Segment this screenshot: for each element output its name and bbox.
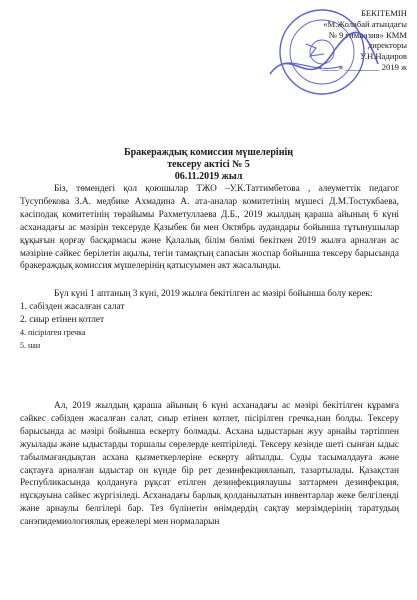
paragraph-1 xyxy=(20,183,399,273)
title-line-3: 06.11.2019 жыл xyxy=(174,171,243,182)
paragraph-3-text: Ал, 2019 жылдың қараша айының 6 күні асханадағы ас мәзірі бекітілген кұрамға сәйкес сәбізден жасалған салат, сиыр етінен котлет, пісірілген гречка,нан болды. Тексеру барысында ас мәзірі бойынша ескерту болмады. Асхана ыдыстарын жуу арнайы тәртіппен жуылады және ыдыстарды торшалы сөрелерде кептіріледі. Тексеру кезінде шеті сынған ыдыс табылмағандықтан асхана қызметкерлеріне ескерту айтылды. Суды тасымалдауға және сақтауға арналған ыдыстар он күнде бір рет дезинфекцияланып, тазартылады. Қазақстан Республикасында қолдануға рұқсат етілген дезинфекциялаушы заттармен дезинфекция, нұсқауына сәйкес жүргізіледі. Асханадағы барлық қолданылатын инвентарлар жеке белгіленді және арнаулы белгілері бар. Тез бүлінетін өнімдердің сақтау мерзімдерінің таратудың санэпидемиологиялық ережелері мен нормаларын xyxy=(20,401,399,528)
menu-item: 2. сиыр етінен котлет xyxy=(20,314,105,325)
menu-list xyxy=(20,301,399,353)
paragraph-2 xyxy=(20,288,399,353)
menu-item: 1. сәбізден жасалған салат xyxy=(20,301,125,312)
menu-intro: Бүл күні 1 аптаның 3 күні, 2019 жылға бекітілген ас мәзірі бойынша болу керек: xyxy=(54,289,373,299)
menu-item: 4. пісірілген гречка xyxy=(20,327,86,337)
menu-item: 5. нан xyxy=(20,340,41,350)
title-line-1: Бракераждық комиссия мүшелерінің xyxy=(123,147,293,158)
paragraph-1-text: Біз, төмендегі қол қоюшылар ТЖО –У.К.Таттимбетова , әлеуметтік педагог Тусупбекова З.А. медбике Ахмадина А. ата-аналар комитетінің мүшесі Д.М.Тостукбаева, кәсіподақ комитетінің төрайымы Рахметуллаева Д.Б., 2019 жылдың қараша айының 6 күні асханадағы ас мәзірін тексеруде Қазыбек би мен Октябрь аудандары бойынша тұтынушылар құқығын қорғау басқармасы және Қалалық білім бөлімі бекіткен 2019 жылға арналған ас мәзіріне сәйкес берілетін ақылы, тегін тамақтың сапасын жоспар бойынша тексеру барысында бракераждық комиссия мүшелерінің қатысуымен акт жасалынды. xyxy=(20,184,399,272)
approval-school-line2: № 9 гимназия» КММ xyxy=(328,29,407,40)
title-line-2: тексеру актісі № 5 xyxy=(167,159,250,170)
document-title xyxy=(0,147,417,183)
approval-position: директоры xyxy=(367,40,407,51)
approval-school-line1: «М.Жолабай атындағы xyxy=(323,18,407,29)
approval-heading: БЕКІТЕМІН xyxy=(361,8,407,18)
approval-director-name: У.Н.Надиров xyxy=(360,51,407,62)
approval-date: «____» ________ 2019 ж xyxy=(317,61,407,72)
paragraph-3 xyxy=(20,400,399,529)
stamp-and-signature xyxy=(262,4,382,104)
